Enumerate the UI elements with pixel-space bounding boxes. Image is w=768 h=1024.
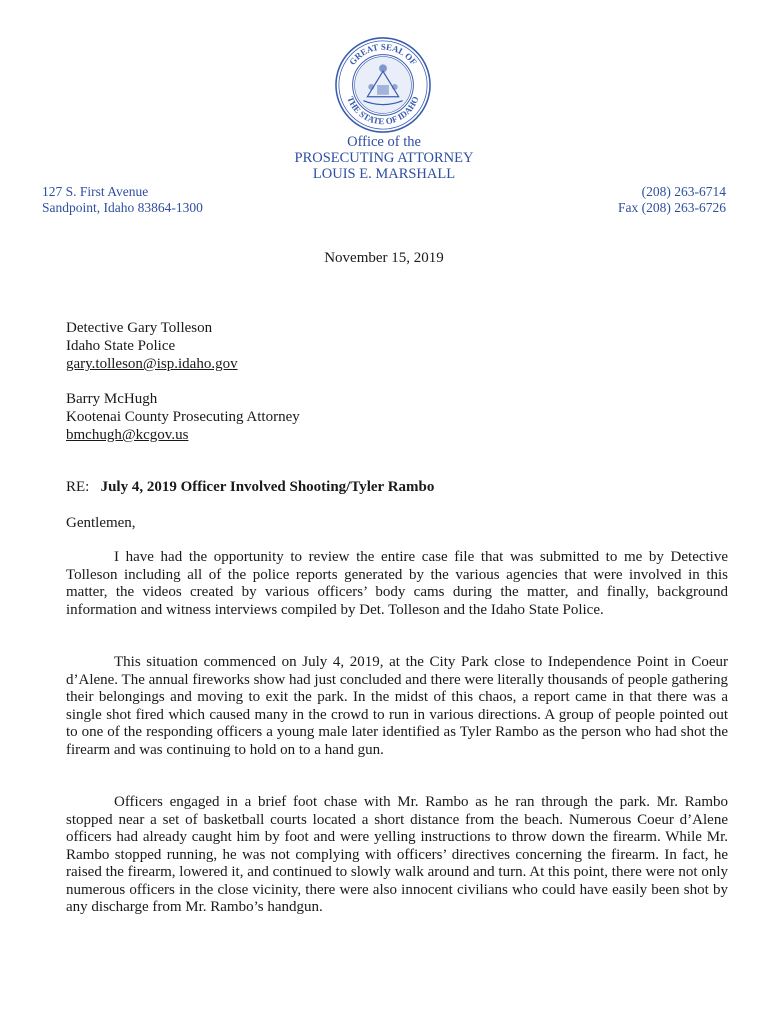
- letter-date: November 15, 2019: [324, 250, 444, 266]
- recipient-2-org: Kootenai County Prosecuting Attorney: [66, 409, 300, 425]
- recipient-1-name: Detective Gary Tolleson: [66, 320, 213, 336]
- recipient-1-email-link[interactable]: gary.tolleson@isp.idaho.gov: [66, 356, 238, 372]
- letterhead-address-line2: Sandpoint, Idaho 83864-1300: [42, 200, 203, 215]
- body-paragraph-2: This situation commenced on July 4, 2019, at the City Park close to Independence Point in Coeur d’Alene. The annual fireworks show had just concluded and there were literally thousands of people gathering their belongings and moving to exit the park. In the midst of this chaos, a report came in that there was a single shot fired which caused many in the crowd to run in various directions. A group of people pointed out to one of the responding officers a young male later identified as Tyler Rambo as the person who had shot the firearm and was continuing to hold on to a hand gun.: [66, 654, 729, 758]
- letterhead-phone: (208) 263-6714: [641, 184, 726, 199]
- re-line: [66, 478, 434, 496]
- body-paragraph-3: Officers engaged in a brief foot chase with Mr. Rambo as he ran through the park. Mr. Rambo stopped near a set of basketball courts located a short distance from the beach. Numerous Coeur d’Alene officers had already caught him by foot and were yelling instructions to throw down the firearm. While Mr. Rambo stopped running, he was not complying with officers’ directives concerning the firearm. In fact, he raised the firearm, lowered it, and continued to slowly walk around and turn. At this point, there were not only numerous officers in the close vicinity, there were also innocent civilians who could have easily been shot by any discharge from Mr. Rambo’s handgun.: [66, 794, 728, 915]
- body-paragraph-1: I have had the opportunity to review the entire case file that was submitted to me by Detective Tolleson including all of the police reports generated by the various agencies that were involved in this matter, the videos created by various officers’ body cams during the matter, and finally, background information and witness interviews compiled by Det. Tolleson and the Idaho State Police.: [66, 549, 728, 618]
- svg-text:GREAT SEAL OF: GREAT SEAL OF: [347, 41, 419, 67]
- recipient-2-name: Barry McHugh: [66, 391, 158, 407]
- letterhead-attorney-name: LOUIS E. MARSHALL: [312, 166, 456, 182]
- state-seal-icon: [334, 36, 432, 134]
- letterhead-fax: Fax (208) 263-6726: [618, 200, 726, 215]
- letterhead-address-line1: 127 S. First Avenue: [42, 184, 149, 199]
- letterhead-office-of: Office of the: [347, 134, 421, 150]
- recipient-2-email-link[interactable]: bmchugh@kcgov.us: [66, 427, 189, 443]
- salutation: Gentlemen,: [66, 515, 136, 531]
- re-label: RE:: [66, 479, 90, 495]
- letterhead-office-title: PROSECUTING ATTORNEY: [294, 150, 474, 166]
- re-subject: July 4, 2019 Officer Involved Shooting/Tyler Rambo: [100, 479, 435, 495]
- recipient-1-org: Idaho State Police: [66, 338, 176, 354]
- svg-text:THE STATE OF IDAHO: THE STATE OF IDAHO: [345, 94, 421, 127]
